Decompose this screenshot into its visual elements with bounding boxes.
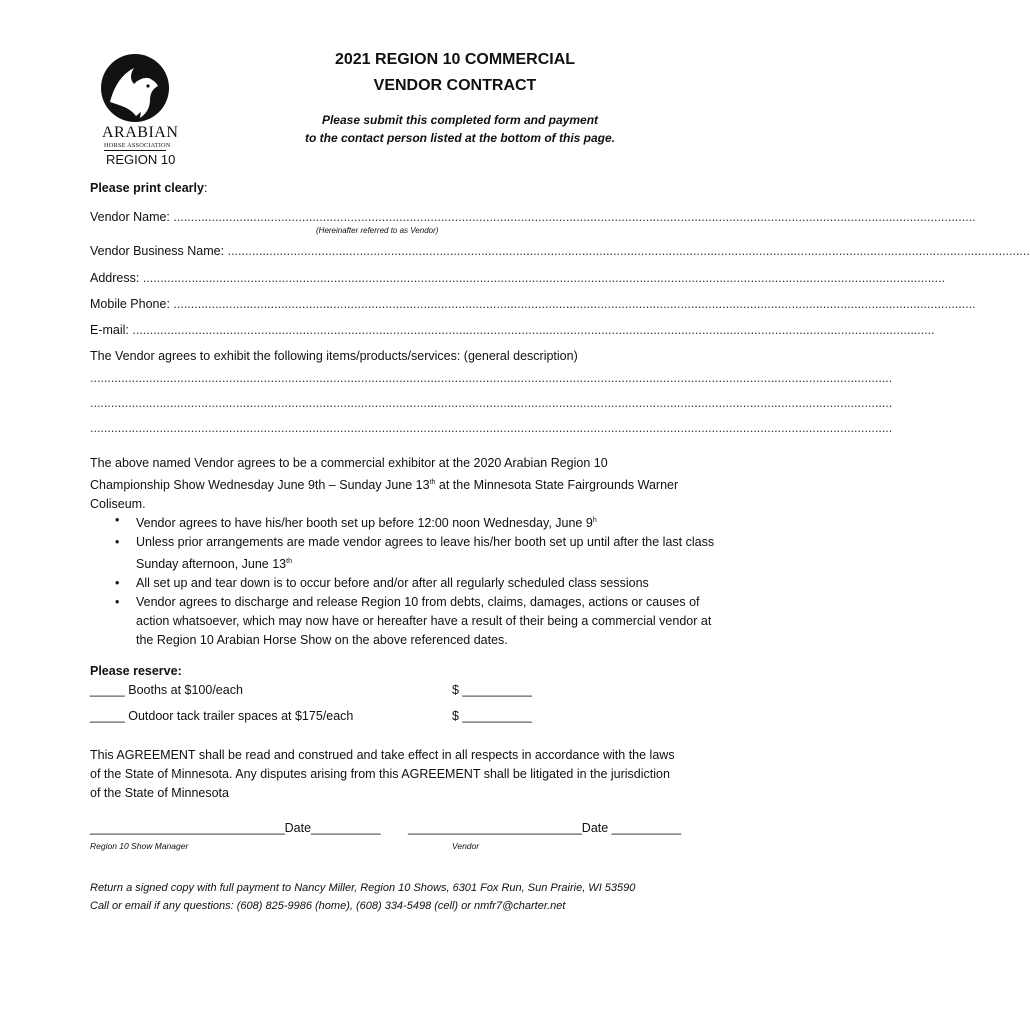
business-name-label: Vendor Business Name: (90, 244, 225, 258)
logo-text-arabian: ARABIAN (102, 124, 179, 141)
manager-signature-label: Region 10 Show Manager (90, 841, 189, 851)
trailer-reserve-line[interactable]: _____ Outdoor tack trailer spaces at $175/each (90, 709, 354, 723)
vendor-signature-label: Vendor (452, 841, 480, 851)
address-label: Address: (90, 271, 140, 285)
email-field[interactable]: E-mail: ....................................................................................................................................................................................................................................... (90, 323, 935, 337)
mobile-phone-label: Mobile Phone: (90, 297, 170, 311)
governing-law-paragraph: This AGREEMENT shall be read and construed and take effect in all respects in accordance with the laws of the State of Minnesota. Any disputes arising from this AGREEMENT shall be litigated in the jurisdiction of the State of Minnesota (90, 748, 675, 800)
term-item: • All set up and tear down is to occur before and/or after all regularly scheduled class sessions (136, 574, 726, 593)
booths-amount-field[interactable]: $ __________ (452, 683, 532, 697)
arabian-horse-association-logo (96, 52, 180, 168)
description-line-1[interactable]: ....................................................................................................................................................................................................................................... (90, 371, 893, 385)
horse-head-logo-icon (100, 52, 170, 124)
instruction-line2: to the contact person listed at the bottom of this page. (304, 131, 615, 145)
address-field[interactable]: Address: ....................................................................................................................................................................................................................................... (90, 271, 946, 285)
email-label: E-mail: (90, 323, 129, 337)
term-item: • Vendor agrees to discharge and release Region 10 from debts, claims, damages, actions or causes of action whatsoever, which may now have or hereafter have a result of their being a commercial vendor at the Region 10 Arabian Horse Show on the above referenced dates. (136, 593, 726, 650)
vendor-name-label: Vendor Name: (90, 210, 170, 224)
vendor-name-field[interactable]: Vendor Name: ....................................................................................................................................................................................................................................... (90, 210, 976, 224)
document-title-line2: VENDOR CONTRACT (373, 77, 537, 94)
description-line-2[interactable]: ....................................................................................................................................................................................................................................... (90, 396, 893, 410)
print-clearly-heading: Please print clearly: (90, 181, 208, 195)
exhibit-description-label: The Vendor agrees to exhibit the following items/products/services: (general description) (90, 349, 578, 363)
document-title-line1: 2021 REGION 10 COMMERCIAL (334, 51, 576, 68)
vendor-signature-line[interactable]: _________________________Date __________ (408, 821, 682, 835)
trailer-amount-field[interactable]: $ __________ (452, 709, 532, 723)
description-line-3[interactable]: ....................................................................................................................................................................................................................................... (90, 421, 893, 435)
contact-information: Call or email if any questions: (608) 825-9986 (home), (608) 334-5498 (cell) or nmfr7@charter.net (90, 900, 566, 912)
business-name-field[interactable]: Vendor Business Name: ....................................................................................................................................................................................................................................... (90, 244, 1030, 258)
logo-divider (104, 150, 166, 151)
manager-signature-line[interactable]: ____________________________Date__________ (90, 821, 381, 835)
terms-list (90, 511, 726, 650)
reserve-heading: Please reserve: (90, 664, 182, 678)
term-item: • Vendor agrees to have his/her booth set up before 12:00 noon Wednesday, June 9$^h$ (136, 511, 726, 533)
mobile-phone-field[interactable]: Mobile Phone: ....................................................................................................................................................................................................................................... (90, 297, 976, 311)
logo-text-region: REGION 10 (106, 152, 176, 167)
return-instructions: Return a signed copy with full payment to Nancy Miller, Region 10 Shows, 6301 Fox Run, Sun Prairie, WI 53590 (90, 882, 636, 894)
agreement-paragraph: The above named Vendor agrees to be a commercial exhibitor at the 2020 Arabian Region 10 Championship Show Wednesday June 9th – Sunday June 13th at the Minnesota State Fairgrounds Warner Coliseum. (90, 456, 679, 512)
instruction-line1: Please submit this completed form and payment (321, 113, 599, 127)
booths-reserve-line[interactable]: _____ Booths at $100/each (90, 683, 243, 697)
vendor-name-note: (Hereinafter referred to as Vendor) (316, 226, 439, 235)
term-item: • Unless prior arrangements are made vendor agrees to leave his/her booth set up until after the last class Sunday afternoon, June 13th (136, 533, 726, 574)
logo-text-horse-association: HORSE ASSOCIATION (104, 142, 171, 149)
